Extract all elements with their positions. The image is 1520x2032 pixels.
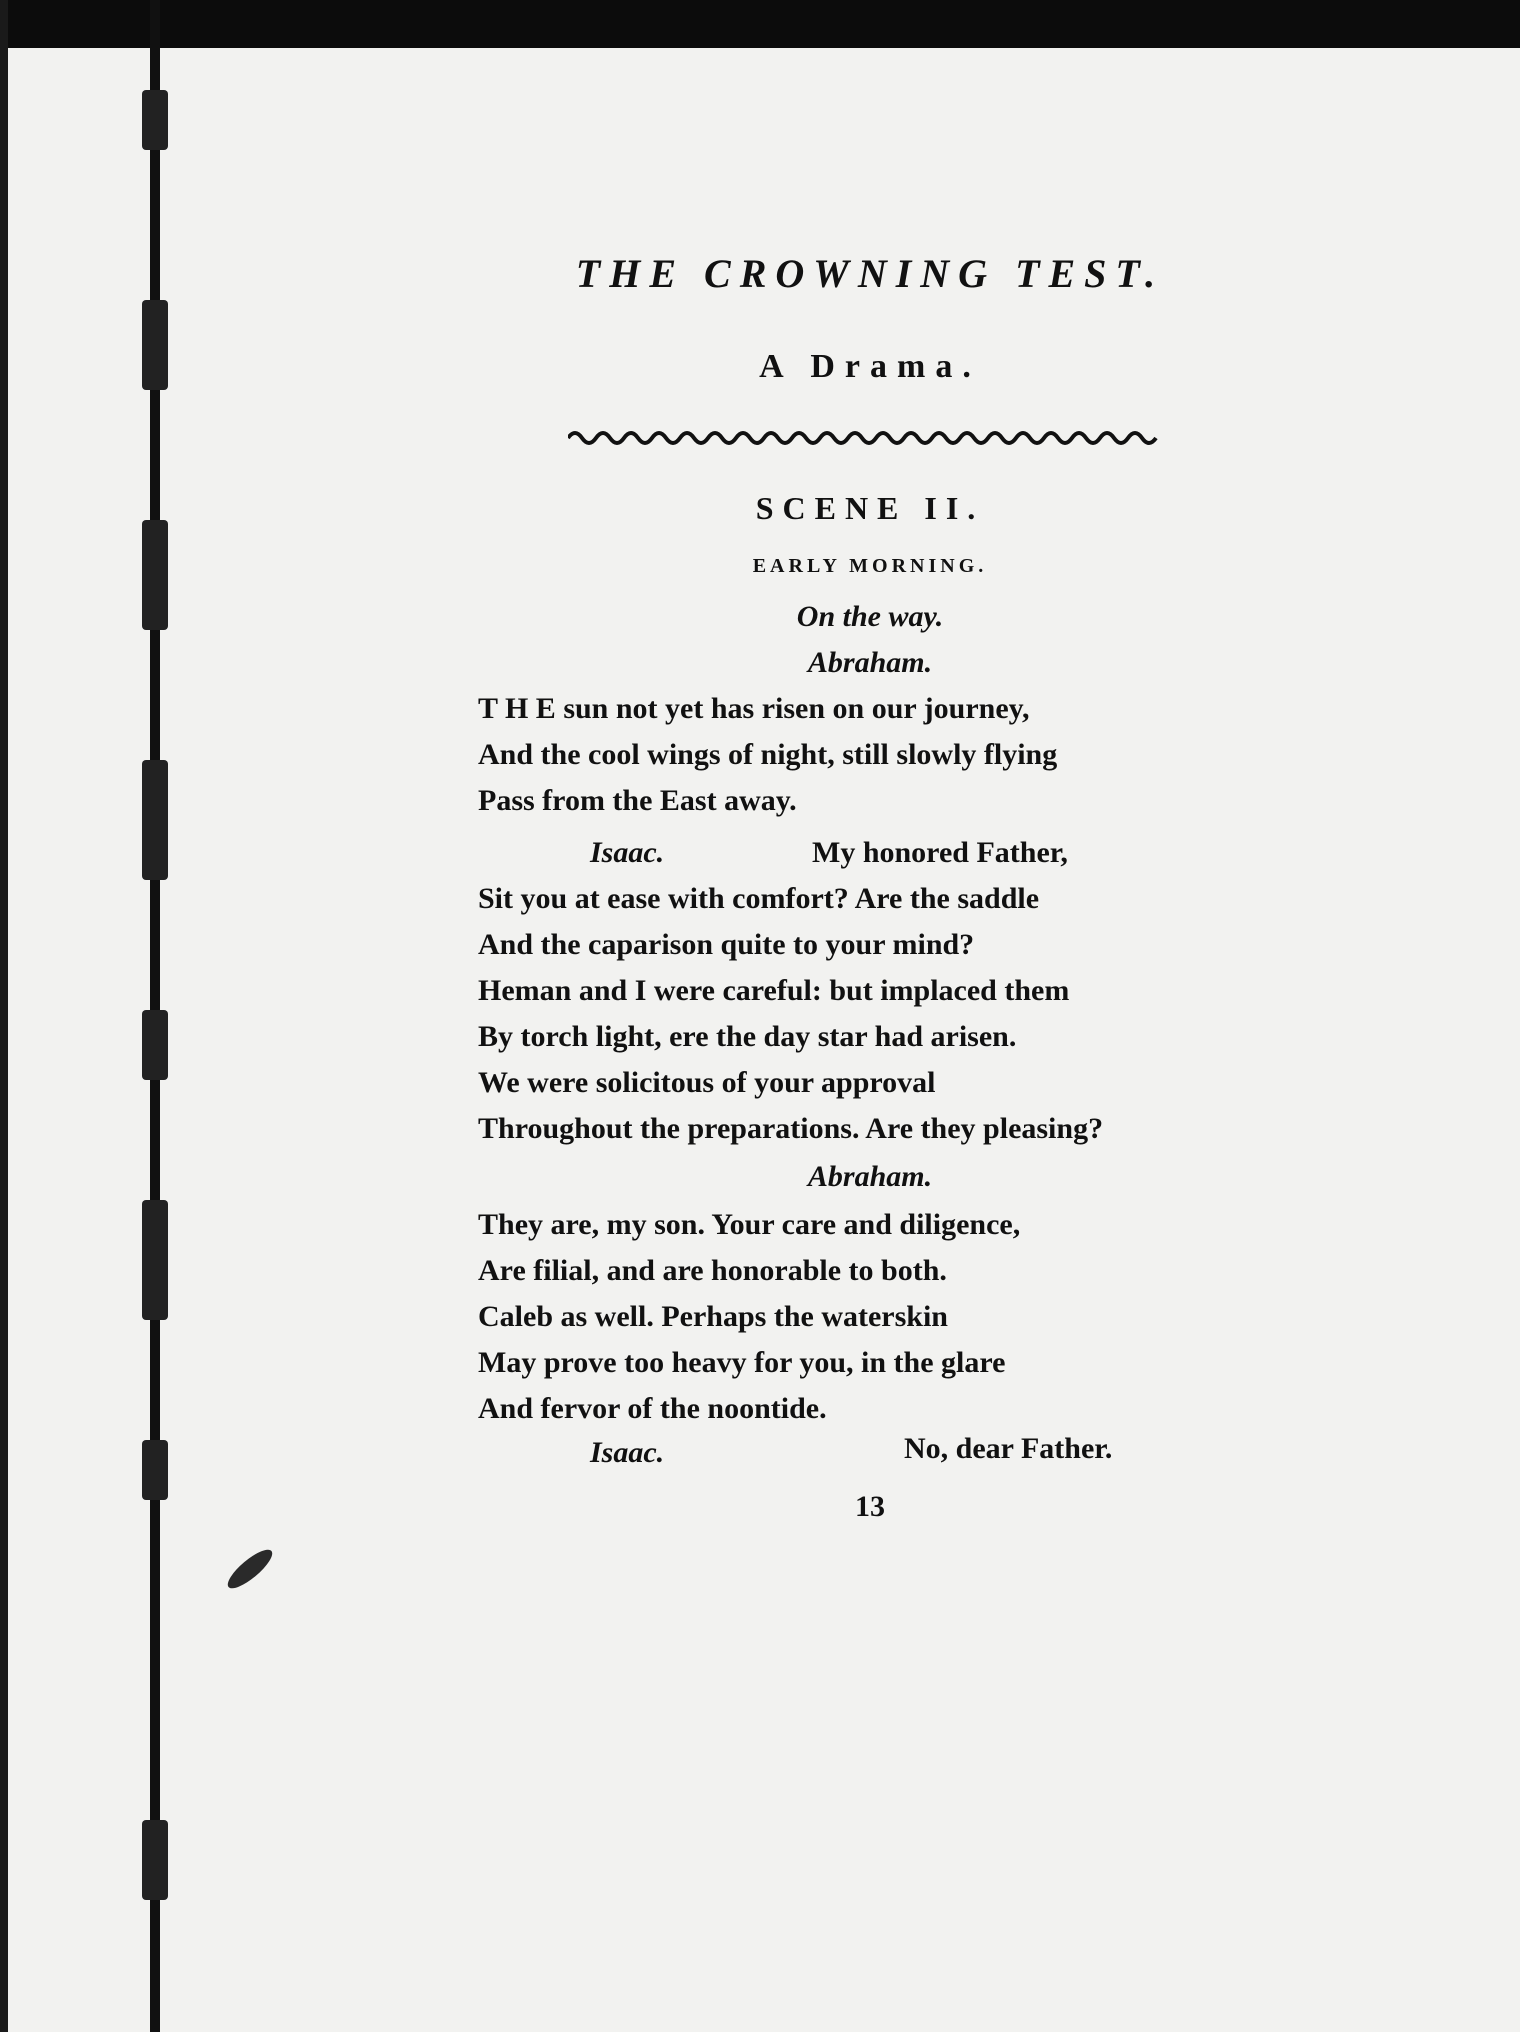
page-number: 13	[855, 1490, 885, 1523]
verse-line: May prove too heavy for you, in the glare	[478, 1346, 1006, 1379]
verse-line: Are filial, and are honorable to both.	[478, 1254, 947, 1287]
page-title: THE CROWNING TEST.	[575, 251, 1165, 296]
speaker-name: Isaac.	[590, 1436, 665, 1469]
verse-line: And the cool wings of night, still slowly flying	[478, 738, 1058, 771]
verse-line: Pass from the East away.	[478, 784, 797, 817]
verse-line: T H E sun not yet has risen on our journey,	[478, 692, 1030, 725]
verse-line: Throughout the preparations. Are they pleasing?	[478, 1112, 1104, 1145]
verse-line: By torch light, ere the day star had arisen.	[478, 1020, 1017, 1053]
verse-line: And the caparison quite to your mind?	[478, 928, 975, 961]
scene-heading: SCENE II.	[755, 490, 985, 526]
speaker-name: Isaac.	[590, 836, 665, 869]
verse-line: Caleb as well. Perhaps the waterskin	[478, 1300, 948, 1333]
verse-line: We were solicitous of your approval	[478, 1066, 936, 1099]
wavy-rule	[568, 424, 1160, 452]
verse-line: They are, my son. Your care and diligence,	[478, 1208, 1021, 1241]
page-subtitle: A Drama.	[759, 348, 981, 385]
verse-line: My honored Father,	[812, 836, 1068, 869]
verse-line: Sit you at ease with comfort? Are the saddle	[478, 882, 1040, 915]
speaker-name: Abraham.	[807, 646, 933, 679]
verse-line: No, dear Father.	[904, 1432, 1113, 1465]
verse-line: Heman and I were careful: but implaced them	[478, 974, 1070, 1007]
scene-subheading: EARLY MORNING.	[752, 555, 988, 577]
speaker-name: Abraham.	[807, 1160, 933, 1193]
stage-direction: On the way.	[796, 600, 944, 633]
verse-line: And fervor of the noontide.	[478, 1392, 827, 1425]
